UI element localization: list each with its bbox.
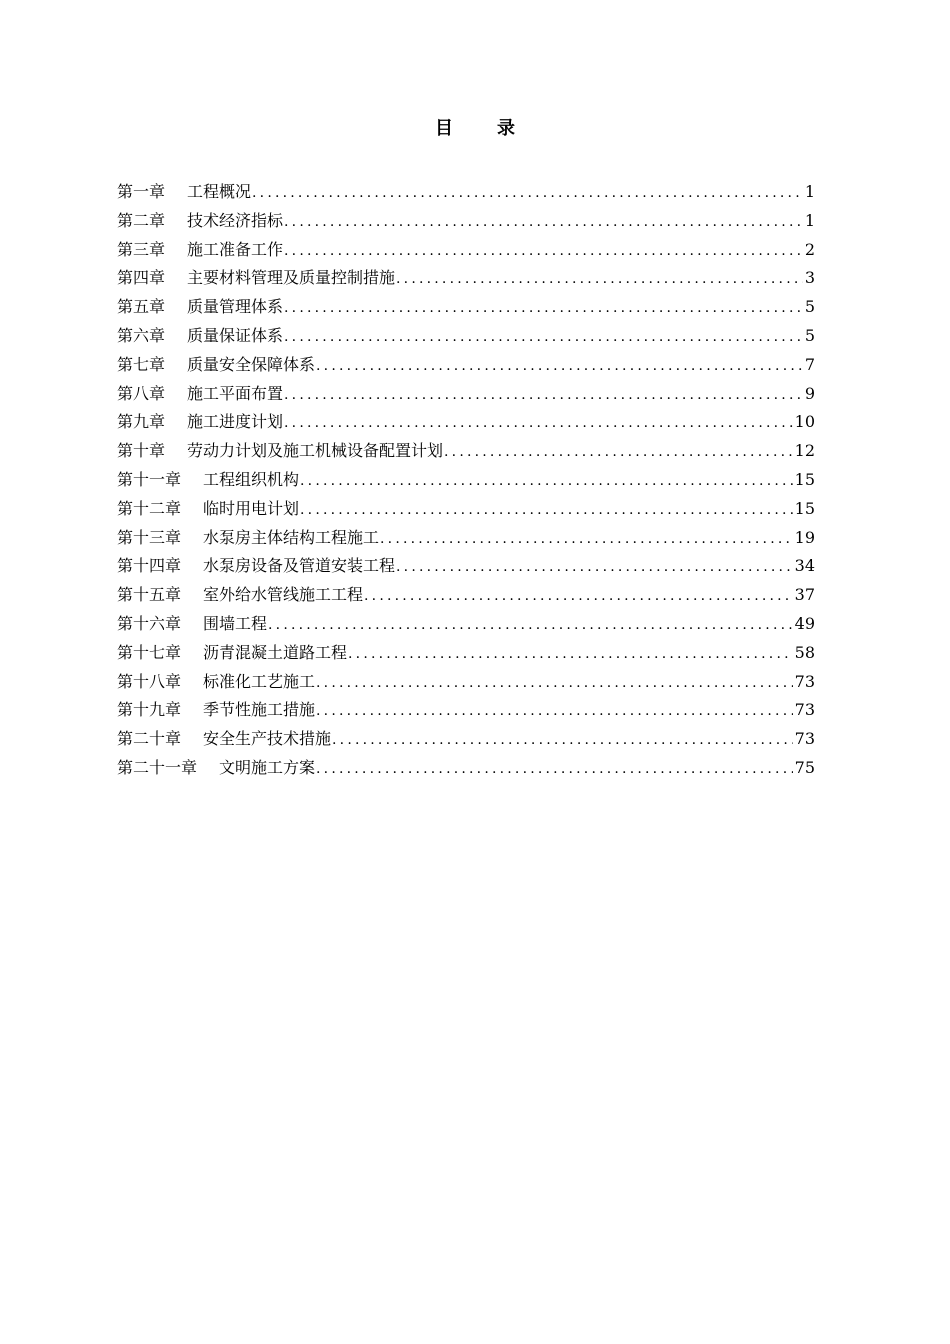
toc-heading: 施工准备工作 <box>187 239 284 259</box>
toc-page-number: 49 <box>794 613 815 633</box>
toc-heading: 工程概况 <box>187 182 252 201</box>
toc-heading: 施工进度计划 <box>187 412 284 432</box>
toc-chapter: 第三章 <box>117 239 166 259</box>
toc-leader-dots <box>396 553 793 582</box>
toc-entry[interactable] <box>117 552 815 581</box>
toc-leader-dots <box>380 525 793 554</box>
toc-page-number: 3 <box>804 268 815 288</box>
toc-entry[interactable] <box>117 293 815 322</box>
toc-leader-dots <box>284 208 803 237</box>
toc-entry[interactable] <box>117 524 815 553</box>
toc-leader-dots <box>396 265 803 294</box>
toc-leader-dots <box>316 352 803 381</box>
toc-chapter: 第八章 <box>117 383 166 403</box>
toc-page-number: 9 <box>804 383 815 403</box>
toc-heading: 工程组织机构 <box>203 469 300 489</box>
toc-heading: 质量保证体系 <box>187 325 284 345</box>
toc-page-number: 73 <box>794 700 815 720</box>
toc-heading: 室外给水管线施工工程 <box>203 585 364 605</box>
toc-heading: 技术经济指标 <box>187 210 284 230</box>
toc-chapter: 第十八章 <box>117 671 182 691</box>
toc-entry[interactable] <box>117 178 815 207</box>
toc-chapter: 第十章 <box>117 441 166 461</box>
toc-entry[interactable] <box>117 207 815 236</box>
toc-page-number: 19 <box>794 527 815 547</box>
toc-leader-dots <box>284 237 803 266</box>
toc-page-number: 5 <box>804 325 815 345</box>
toc-chapter: 第十五章 <box>117 585 182 605</box>
toc-entry[interactable] <box>117 466 815 495</box>
toc-leader-dots <box>316 755 793 784</box>
toc-chapter: 第十六章 <box>117 613 182 633</box>
toc-page-number: 5 <box>804 297 815 317</box>
toc-chapter: 第四章 <box>117 268 166 288</box>
toc-page-number: 75 <box>794 757 815 777</box>
toc-entry[interactable] <box>117 639 815 668</box>
toc-chapter: 第十三章 <box>117 527 182 547</box>
toc-heading: 质量管理体系 <box>187 297 284 317</box>
toc-page-number: 37 <box>794 585 815 605</box>
toc-heading: 围墙工程 <box>203 613 268 633</box>
toc-list <box>117 178 815 783</box>
toc-leader-dots <box>316 669 793 698</box>
toc-page-number: 73 <box>794 671 815 691</box>
toc-page-number: 12 <box>794 441 815 461</box>
toc-leader-dots <box>284 381 803 410</box>
toc-leader-dots <box>444 438 793 467</box>
toc-chapter: 第五章 <box>117 297 166 317</box>
toc-heading: 水泵房设备及管道安装工程 <box>203 556 396 576</box>
toc-page-number: 1 <box>804 182 815 201</box>
toc-chapter: 第二十章 <box>117 729 182 749</box>
toc-leader-dots <box>284 323 803 352</box>
toc-entry[interactable] <box>117 610 815 639</box>
toc-leader-dots <box>300 496 793 525</box>
toc-entry[interactable] <box>117 437 815 466</box>
toc-page-number: 7 <box>804 354 815 374</box>
toc-chapter: 第十一章 <box>117 469 182 489</box>
toc-heading: 安全生产技术措施 <box>203 729 332 749</box>
toc-chapter: 第七章 <box>117 354 166 374</box>
toc-title-char-1: 目 <box>435 118 453 139</box>
toc-chapter: 第二十一章 <box>117 757 198 777</box>
toc-heading: 施工平面布置 <box>187 383 284 403</box>
toc-heading: 季节性施工措施 <box>203 700 316 720</box>
toc-entry[interactable] <box>117 696 815 725</box>
toc-leader-dots <box>332 726 793 755</box>
toc-leader-dots <box>300 467 793 496</box>
toc-entry[interactable] <box>117 380 815 409</box>
toc-chapter: 第十七章 <box>117 642 182 662</box>
toc-heading: 标准化工艺施工 <box>203 671 316 691</box>
toc-heading: 劳动力计划及施工机械设备配置计划 <box>187 441 444 461</box>
toc-entry[interactable] <box>117 495 815 524</box>
toc-chapter: 第一章 <box>117 182 166 201</box>
toc-entry[interactable] <box>117 754 815 783</box>
toc-entry[interactable] <box>117 581 815 610</box>
toc-heading: 主要材料管理及质量控制措施 <box>187 268 396 288</box>
toc-leader-dots <box>252 179 803 208</box>
toc-page-number: 10 <box>794 412 815 432</box>
toc-heading: 质量安全保障体系 <box>187 354 316 374</box>
toc-leader-dots <box>284 294 803 323</box>
toc-chapter: 第九章 <box>117 412 166 432</box>
toc-entry[interactable] <box>117 725 815 754</box>
toc-page-number: 15 <box>794 469 815 489</box>
toc-entry[interactable] <box>117 264 815 293</box>
toc-heading: 临时用电计划 <box>203 498 300 518</box>
toc-leader-dots <box>268 611 793 640</box>
toc-heading: 沥青混凝土道路工程 <box>203 642 348 662</box>
toc-entry[interactable] <box>117 236 815 265</box>
toc-chapter: 第二章 <box>117 210 166 230</box>
toc-heading: 水泵房主体结构工程施工 <box>203 527 380 547</box>
toc-entry[interactable] <box>117 408 815 437</box>
toc-page-number: 15 <box>794 498 815 518</box>
toc-page-number: 34 <box>794 556 815 576</box>
toc-chapter: 第十九章 <box>117 700 182 720</box>
toc-title-char-2: 录 <box>497 118 515 139</box>
toc-page-number: 73 <box>794 729 815 749</box>
toc-page-number: 2 <box>804 239 815 259</box>
toc-leader-dots <box>316 697 793 726</box>
toc-title <box>0 114 950 140</box>
toc-page-number: 58 <box>794 642 815 662</box>
toc-entry[interactable] <box>117 351 815 380</box>
toc-chapter: 第十四章 <box>117 556 182 576</box>
toc-chapter: 第六章 <box>117 325 166 345</box>
toc-leader-dots <box>284 409 793 438</box>
toc-page-number: 1 <box>804 210 815 230</box>
toc-leader-dots <box>364 582 793 611</box>
toc-heading: 文明施工方案 <box>219 757 316 777</box>
toc-chapter: 第十二章 <box>117 498 182 518</box>
toc-entry[interactable] <box>117 668 815 697</box>
toc-leader-dots <box>348 640 793 669</box>
toc-entry[interactable] <box>117 322 815 351</box>
